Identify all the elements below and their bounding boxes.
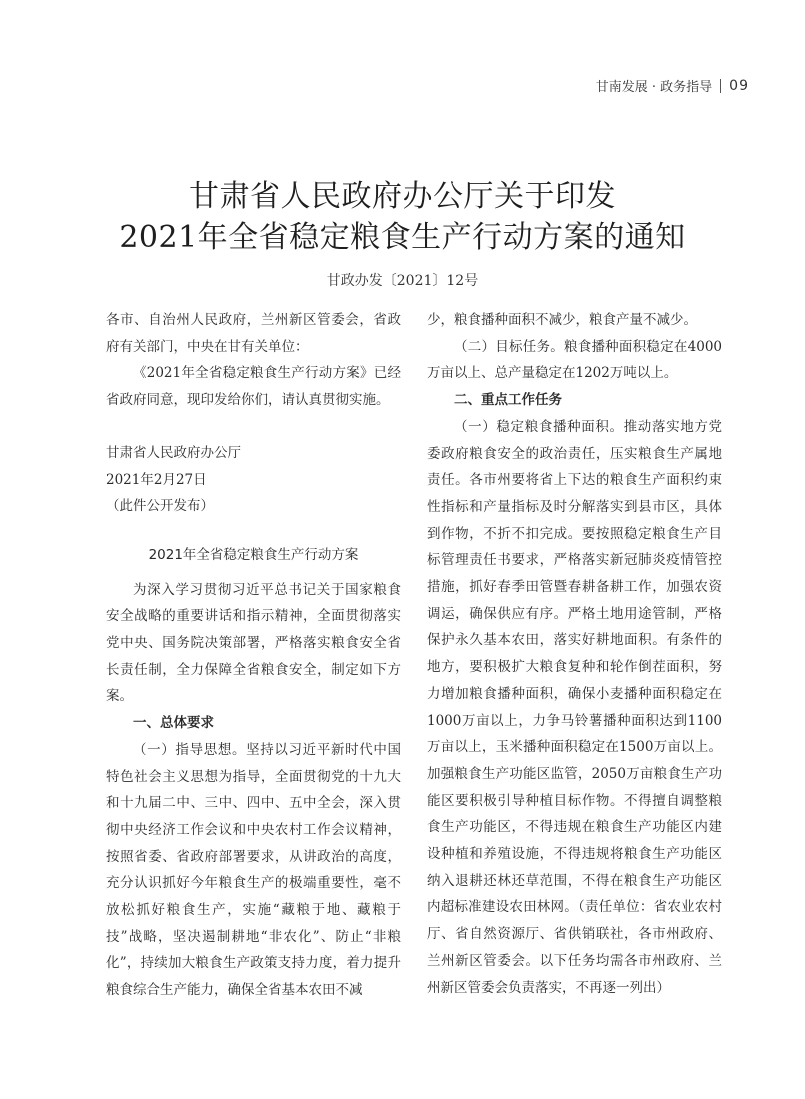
running-header <box>596 76 749 95</box>
document-title-line-2: 2021年全省稳定粮食生产行动方案的通知 <box>119 220 686 255</box>
right-column <box>427 307 722 1001</box>
document-number: 甘政办发〔2021〕12号 <box>326 273 479 289</box>
addressees: 各市、自治州人民政府，兰州新区管委会，省政府有关部门，中央在甘有关单位： <box>106 312 401 355</box>
stabilize-area-paragraph <box>427 414 722 1001</box>
signature-organization: 甘肃省人民政府办公厅 <box>106 444 241 461</box>
signature-date: 2021年2月27日 <box>106 471 207 488</box>
plan-preamble: 为深入学习贯彻习近平总书记关于国家粮食安全战略的重要讲话和指示精神，全面贯彻落实党中央、国务院决策部署，严格落实粮食安全省长责任制，全力保障全省粮食安全，制定如下方案。 <box>106 581 401 705</box>
targets-paragraph <box>427 334 722 387</box>
header-section: 甘南发展 · 政务指导 <box>595 80 713 95</box>
stabilize-area-lead: （一）稳定粮食播种面积。 <box>454 418 624 435</box>
plan-title: 2021年全省稳定粮食生产行动方案 <box>148 546 359 563</box>
targets-lead: （二）目标任务。 <box>454 338 564 355</box>
notice-body: 《2021年全省稳定粮食生产行动方案》已经省政府同意，现印发给你们，请认真贯彻实施。 <box>106 365 401 409</box>
guiding-thought-lead: （一）指导思想。 <box>133 741 247 758</box>
guiding-thought-body: 坚持以习近平新时代中国特色社会主义思想为指导，全面贯彻党的十九大和十九届二中、三中、四中、五中全会，深入贯彻中央经济工作会议和中央农村工作会议精神，按照省委、省政府部署要求，从讲政治的高度，充分认识抓好今年粮食生产的极端重要性，毫不放松抓好粮食生产，实施“藏粮于地、藏粮于技”战略，坚决遏制耕地“非农化”、防止“非粮化”，持续加大粮食生产政策支持力度，着力提升粮食综合生产能力，确保全省基本农田不减 <box>106 741 402 999</box>
stabilize-area-body: 推动落实地方党委政府粮食安全的政治责任，压实粮食生产属地责任。各市州要将省上下达的粮食生产面积约束性指标和产量指标及时分解落实到县市区，具体到作物，不折不扣完成。要按照稳定粮食生产目标管理责任书要求，严格落实新冠肺炎疫情管控措施，抓好春季田管暨春耕备耕工作，加强农资调运，确保供应有序。严格土地用途管制，严格保护永久基本农田，落实好耕地面积。有条件的地方，要积极扩大粮食复种和轮作倒茬面积，努力增加粮食播种面积，确保小麦播种面积稳定在1000万亩以上，力争马铃薯播种面积达到1100万亩以上，玉米播种面积稳定在1500万亩以上。加强粮食生产功能区监管，2050万亩粮食生产功能区要积极引导种植目标作物。不得擅自调整粮食生产功能区，不得违规在粮食生产功能区内建设种植和养殖设施，不得违规将粮食生产功能区纳入退耕还林还草范围，不得在粮食生产功能区内超标准建设农田林网。（责任单位：省农业农村厅、省自然资源厅、省供销联社，各市州政府、兰州新区管委会。以下任务均需各市州政府、兰州新区管委会负责落实，不再逐一列出） <box>427 418 723 996</box>
page-number: 09 <box>729 77 749 94</box>
document-title-line-1: 甘肃省人民政府办公厅关于印发 <box>189 179 616 214</box>
publication-note: （此件公开发布） <box>106 498 214 515</box>
header-divider <box>720 79 721 93</box>
left-column <box>106 307 401 1004</box>
guiding-thought-paragraph <box>106 737 401 1004</box>
section-heading-tasks: 二、重点工作任务 <box>454 392 562 409</box>
targets-body: 粮食播种面积稳定在4000万亩以上、总产量稳定在1202万吨以上。 <box>427 338 723 382</box>
continued-text: 少，粮食播种面积不减少，粮食产量不减少。 <box>427 312 697 328</box>
section-heading-general: 一、总体要求 <box>133 715 214 732</box>
